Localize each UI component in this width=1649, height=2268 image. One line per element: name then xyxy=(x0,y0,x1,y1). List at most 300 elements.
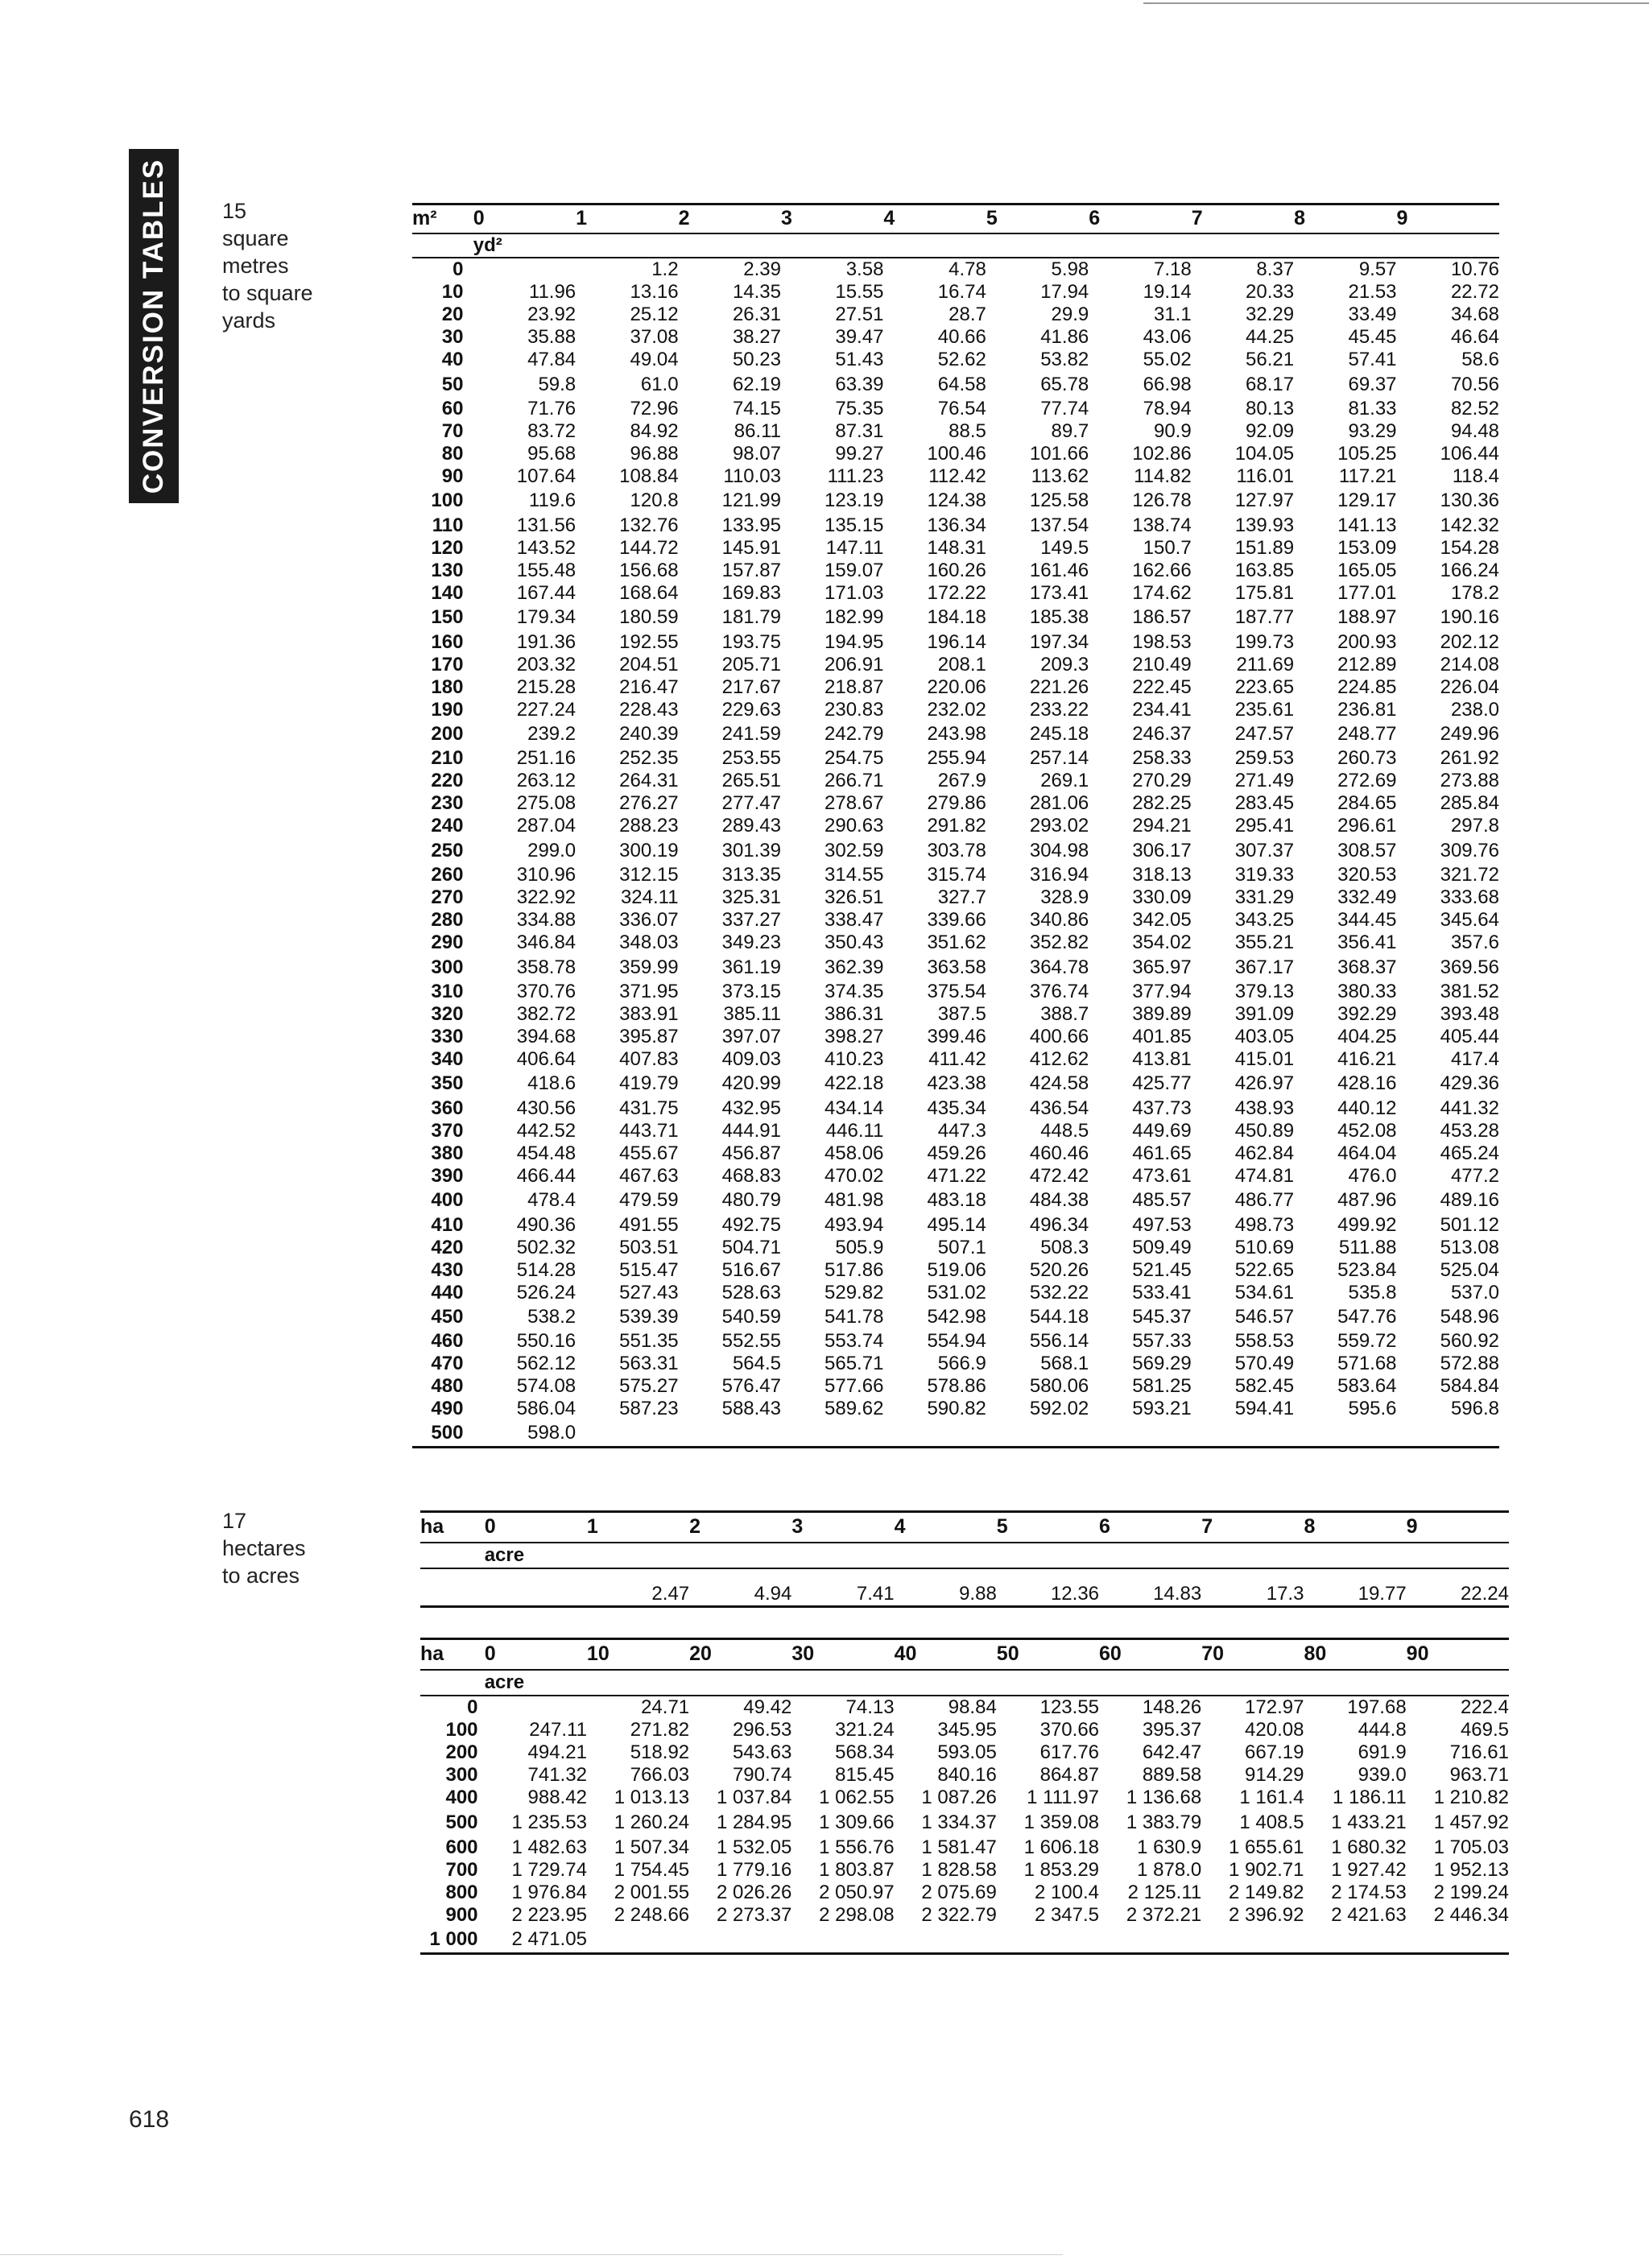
table-cell xyxy=(679,1420,781,1447)
table-cell: 365.97 xyxy=(1132,956,1192,978)
table-cell: 716.61 xyxy=(1449,1741,1509,1764)
table-cell: 279.86 xyxy=(927,792,986,815)
column-header: 8 xyxy=(1304,1512,1406,1543)
table-cell: 334.88 xyxy=(516,909,577,932)
table-cell: 462.84 xyxy=(1234,1142,1295,1164)
table-cell: 471.22 xyxy=(927,1164,986,1187)
header-spacer xyxy=(463,204,473,233)
row-spacer xyxy=(463,1214,473,1237)
row-spacer xyxy=(478,1927,485,1954)
table-cell: 61.0 xyxy=(640,373,679,395)
table-cell: 864.87 xyxy=(1039,1764,1100,1787)
table-row xyxy=(412,1353,1499,1375)
table-cell: 210.49 xyxy=(1132,653,1192,675)
row-spacer xyxy=(463,560,473,582)
table-row xyxy=(412,1282,1499,1304)
table-cell: 342.05 xyxy=(1132,909,1192,932)
table-cell: 209.3 xyxy=(1040,653,1089,675)
table-cell: 397.07 xyxy=(721,1026,781,1048)
table-cell: 1 779.16 xyxy=(716,1859,792,1882)
table-cell: 116.01 xyxy=(1236,465,1295,488)
table-cell: 2 298.08 xyxy=(819,1904,895,1927)
table-cell: 211.69 xyxy=(1236,653,1295,675)
table-row xyxy=(412,837,1499,864)
table-row xyxy=(412,1165,1499,1188)
table-cell: 545.37 xyxy=(1132,1306,1192,1328)
row-spacer xyxy=(463,582,473,605)
table-row xyxy=(412,258,1499,282)
column-header: 5 xyxy=(986,204,1089,233)
table-cell: 276.27 xyxy=(619,792,679,815)
row-spacer xyxy=(463,654,473,676)
table-cell: 44.25 xyxy=(1246,326,1295,349)
table-cell: 247.57 xyxy=(1234,723,1295,746)
table-row xyxy=(412,398,1499,420)
row-label: 60 xyxy=(441,398,464,420)
table-cell: 593.21 xyxy=(1132,1398,1192,1420)
table-cell: 321.24 xyxy=(835,1719,895,1741)
table-cell: 420.08 xyxy=(1245,1719,1304,1741)
table-cell: 395.87 xyxy=(619,1026,679,1048)
table-cell: 16.74 xyxy=(937,281,986,304)
table-cell: 485.57 xyxy=(1132,1189,1192,1212)
row-label: 1 000 xyxy=(420,1927,478,1954)
column-header: 7 xyxy=(1201,1512,1304,1543)
table-cell: 261.92 xyxy=(1440,747,1499,770)
row-spacer xyxy=(463,281,473,304)
table-cell: 348.03 xyxy=(619,932,679,954)
table-cell: 130.36 xyxy=(1440,490,1499,512)
table-cell: 321.72 xyxy=(1440,864,1499,886)
table-cell: 22.72 xyxy=(1450,281,1499,304)
table-cell: 2 372.21 xyxy=(1126,1904,1202,1927)
table-cell: 21.53 xyxy=(1348,281,1397,304)
table-cell xyxy=(587,1927,689,1954)
table-cell: 1 087.26 xyxy=(921,1787,997,1809)
table-cell: 161.46 xyxy=(1029,559,1089,581)
row-label: 220 xyxy=(431,770,464,792)
table-cell: 562.12 xyxy=(516,1353,577,1375)
table-cell: 473.61 xyxy=(1132,1164,1192,1187)
table-cell: 204.51 xyxy=(619,653,679,675)
table-cell: 197.68 xyxy=(1347,1696,1407,1718)
table-cell: 147.11 xyxy=(825,536,884,559)
table-cell: 741.32 xyxy=(527,1764,587,1787)
table-cell: 435.34 xyxy=(927,1097,986,1119)
table-row xyxy=(412,465,1499,488)
table-cell xyxy=(473,258,576,282)
table-cell: 528.63 xyxy=(721,1281,781,1303)
table-cell: 568.34 xyxy=(835,1741,895,1764)
table-cell: 1 186.11 xyxy=(1333,1787,1407,1809)
table-cell: 327.7 xyxy=(937,886,986,909)
table-cell: 137.54 xyxy=(1029,514,1089,536)
column-header: 0 xyxy=(485,1512,587,1543)
table-cell: 289.43 xyxy=(721,815,781,837)
table-cell: 175.81 xyxy=(1234,581,1295,604)
table-cell: 273.88 xyxy=(1440,770,1499,792)
row-spacer xyxy=(463,747,473,770)
table-cell: 411.42 xyxy=(928,1048,986,1071)
table-cell: 228.43 xyxy=(619,698,679,721)
table-cell: 217.67 xyxy=(721,675,781,698)
table-cell: 406.64 xyxy=(516,1048,577,1071)
row-spacer xyxy=(463,864,473,886)
table-cell: 509.49 xyxy=(1132,1236,1192,1258)
row-label xyxy=(420,1568,478,1607)
table-cell: 174.62 xyxy=(1132,581,1192,604)
table-cell: 14.83 xyxy=(1099,1568,1201,1607)
table-cell: 405.44 xyxy=(1440,1026,1499,1048)
table-cell: 345.64 xyxy=(1440,909,1499,932)
table-cell: 578.86 xyxy=(927,1375,986,1398)
row-label: 700 xyxy=(445,1859,478,1882)
table-cell: 236.81 xyxy=(1337,698,1397,721)
table-cell: 443.71 xyxy=(619,1119,679,1142)
table-cell: 577.66 xyxy=(824,1375,884,1398)
row-spacer xyxy=(463,1420,473,1447)
table-cell: 208.1 xyxy=(937,653,986,675)
table-cell: 446.11 xyxy=(825,1119,884,1142)
table-cell: 1 309.66 xyxy=(819,1812,895,1834)
table-cell xyxy=(1089,1420,1191,1447)
corner-unit-label: m² xyxy=(412,204,463,233)
table-cell: 404.25 xyxy=(1337,1026,1397,1048)
table-row xyxy=(412,654,1499,676)
table-row xyxy=(412,514,1499,537)
table-cell: 359.99 xyxy=(619,956,679,978)
table-cell xyxy=(1192,1420,1294,1447)
column-header: 40 xyxy=(895,1639,997,1670)
table-cell: 501.12 xyxy=(1440,1213,1499,1236)
table-cell: 477.2 xyxy=(1450,1164,1499,1187)
table-cell: 265.51 xyxy=(721,770,781,792)
table-cell: 104.05 xyxy=(1234,443,1295,465)
table-cell: 2 446.34 xyxy=(1433,1904,1509,1927)
row-spacer xyxy=(463,1259,473,1282)
table-cell: 444.91 xyxy=(721,1119,781,1142)
table-cell: 2 100.4 xyxy=(1034,1882,1100,1904)
row-label: 200 xyxy=(445,1741,478,1764)
table-cell: 533.41 xyxy=(1132,1281,1192,1303)
row-label: 0 xyxy=(453,258,464,280)
table-cell: 59.8 xyxy=(538,373,577,395)
row-label: 440 xyxy=(431,1281,464,1303)
row-label: 310 xyxy=(431,981,464,1003)
table-cell: 515.47 xyxy=(619,1258,679,1281)
table-cell: 2 149.82 xyxy=(1229,1882,1304,1904)
table-row xyxy=(412,1330,1499,1353)
table-cell: 166.24 xyxy=(1440,559,1499,581)
table-cell: 592.02 xyxy=(1029,1398,1089,1420)
table-cell: 426.97 xyxy=(1234,1072,1295,1095)
row-label: 900 xyxy=(445,1904,478,1927)
table-cell: 458.06 xyxy=(824,1142,884,1164)
row-spacer xyxy=(463,304,473,326)
table-cell: 339.66 xyxy=(927,909,986,932)
table-cell: 111.23 xyxy=(827,465,884,488)
row-label: 290 xyxy=(431,932,464,954)
column-header: 3 xyxy=(781,204,883,233)
column-header: 9 xyxy=(1397,204,1499,233)
table-cell: 595.6 xyxy=(1348,1398,1397,1420)
row-label: 240 xyxy=(431,815,464,837)
table-cell: 5.98 xyxy=(1051,258,1089,280)
table-cell: 338.47 xyxy=(824,909,884,932)
result-unit-label: acre xyxy=(485,1670,587,1696)
table-cell xyxy=(895,1927,997,1954)
row-label: 420 xyxy=(431,1236,464,1258)
table-cell: 40.66 xyxy=(937,326,986,349)
table-cell: 963.71 xyxy=(1449,1764,1509,1787)
table-cell: 370.66 xyxy=(1039,1719,1100,1741)
table-cell: 568.1 xyxy=(1040,1353,1089,1375)
table-cell: 37.08 xyxy=(630,326,679,349)
table-cell: 1 927.42 xyxy=(1331,1859,1407,1882)
table-cell: 88.5 xyxy=(948,420,986,443)
row-spacer xyxy=(463,605,473,631)
table-cell: 106.44 xyxy=(1440,443,1499,465)
table-cell: 93.29 xyxy=(1348,420,1397,443)
row-spacer xyxy=(463,1048,473,1071)
table-cell: 267.9 xyxy=(937,770,986,792)
row-spacer xyxy=(463,1188,473,1214)
table-cell: 2 125.11 xyxy=(1127,1882,1202,1904)
caption-line: to square xyxy=(222,281,313,305)
table-cell: 537.0 xyxy=(1450,1281,1499,1303)
table-cell: 1 260.24 xyxy=(614,1812,690,1834)
table-cell: 409.03 xyxy=(721,1048,781,1071)
table-cell: 124.38 xyxy=(927,490,986,512)
header-spacer xyxy=(478,1512,485,1543)
table-cell: 1 606.18 xyxy=(1023,1836,1100,1859)
column-header: 30 xyxy=(791,1639,894,1670)
table-cell: 363.58 xyxy=(927,956,986,978)
table-cell: 24.71 xyxy=(641,1696,690,1718)
table-cell: 35.88 xyxy=(527,326,577,349)
row-spacer xyxy=(463,699,473,721)
table-cell: 548.96 xyxy=(1440,1306,1499,1328)
table-cell: 162.66 xyxy=(1132,559,1192,581)
table-cell: 336.07 xyxy=(619,909,679,932)
table-cell: 284.65 xyxy=(1337,792,1397,815)
row-spacer xyxy=(478,1904,485,1927)
table-cell: 90.9 xyxy=(1153,420,1192,443)
table-cell: 94.48 xyxy=(1450,420,1499,443)
table-cell: 71.76 xyxy=(527,398,577,420)
section-tab xyxy=(129,149,179,503)
table-cell: 1 902.71 xyxy=(1229,1859,1304,1882)
row-label: 330 xyxy=(431,1026,464,1048)
table-cell: 413.81 xyxy=(1132,1048,1192,1071)
table-cell: 319.33 xyxy=(1234,864,1295,886)
table-row xyxy=(420,1882,1509,1904)
table-cell: 17.94 xyxy=(1040,281,1089,304)
column-header-row xyxy=(420,1512,1509,1543)
table-cell: 123.19 xyxy=(824,490,884,512)
table-cell: 415.01 xyxy=(1234,1048,1295,1071)
table-cell: 247.11 xyxy=(529,1719,587,1741)
table-cell: 570.49 xyxy=(1234,1353,1295,1375)
table-cell: 154.28 xyxy=(1440,536,1499,559)
table-cell: 344.45 xyxy=(1337,909,1397,932)
result-unit-label: acre xyxy=(485,1543,587,1568)
table-cell: 333.68 xyxy=(1440,886,1499,909)
table-cell: 182.99 xyxy=(824,606,884,629)
table-cell: 490.36 xyxy=(516,1213,577,1236)
row-label: 20 xyxy=(441,304,464,326)
table-cell: 667.19 xyxy=(1245,1741,1304,1764)
table-cell: 226.04 xyxy=(1440,675,1499,698)
table-cell: 77.74 xyxy=(1040,398,1089,420)
table-cell: 1 408.5 xyxy=(1239,1812,1304,1834)
table-cell: 301.39 xyxy=(721,839,781,861)
table-cell: 332.49 xyxy=(1337,886,1397,909)
table-cell: 65.78 xyxy=(1040,373,1089,395)
row-label: 70 xyxy=(441,420,464,443)
table-cell: 69.37 xyxy=(1348,373,1397,395)
table-cell: 46.64 xyxy=(1450,326,1499,349)
table-cell: 304.98 xyxy=(1029,839,1089,861)
table-cell: 495.14 xyxy=(927,1213,986,1236)
table-cell: 381.52 xyxy=(1440,981,1499,1003)
table-cell: 345.95 xyxy=(937,1719,997,1741)
table-cell: 188.97 xyxy=(1337,606,1397,629)
table-row xyxy=(412,631,1499,654)
table-cell: 766.03 xyxy=(630,1764,690,1787)
table-cell: 220.06 xyxy=(927,675,986,698)
table-cell: 2 199.24 xyxy=(1433,1882,1509,1904)
table-cell: 526.24 xyxy=(516,1281,577,1303)
table-cell xyxy=(883,1420,986,1447)
table-cell: 141.13 xyxy=(1337,514,1397,536)
table-cell: 56.21 xyxy=(1246,349,1295,371)
table-cell: 510.69 xyxy=(1234,1236,1295,1258)
table-cell: 1 136.68 xyxy=(1126,1787,1202,1809)
table-cell: 144.72 xyxy=(619,536,679,559)
column-header: 60 xyxy=(1099,1639,1201,1670)
table-cell: 275.08 xyxy=(516,792,577,815)
table-row xyxy=(412,886,1499,909)
table-cell: 1 433.21 xyxy=(1331,1812,1407,1834)
table-cell: 246.37 xyxy=(1132,723,1192,746)
table-cell: 566.9 xyxy=(937,1353,986,1375)
table-cell: 453.28 xyxy=(1440,1119,1499,1142)
table-cell: 529.82 xyxy=(824,1281,884,1303)
table-cell: 2 050.97 xyxy=(819,1882,895,1904)
table-cell: 367.17 xyxy=(1234,956,1295,978)
column-header: 0 xyxy=(473,204,576,233)
table-row xyxy=(420,1696,1509,1720)
table-cell: 264.31 xyxy=(619,770,679,792)
caption-line: hectares xyxy=(222,1536,306,1560)
table-cell: 1 235.53 xyxy=(511,1812,587,1834)
table-cell: 149.5 xyxy=(1040,536,1089,559)
row-label: 0 xyxy=(467,1696,478,1718)
row-spacer xyxy=(463,1304,473,1331)
table-row xyxy=(412,1375,1499,1398)
row-label: 300 xyxy=(431,956,464,978)
table-cell: 198.53 xyxy=(1132,630,1192,653)
table-cell: 383.91 xyxy=(619,1003,679,1026)
table-cell: 1 284.95 xyxy=(716,1812,792,1834)
table-cell: 386.31 xyxy=(824,1003,884,1026)
row-spacer xyxy=(463,258,473,282)
table-cell: 297.8 xyxy=(1450,815,1499,837)
table-cell: 112.42 xyxy=(928,465,986,488)
table-cell: 428.16 xyxy=(1337,1072,1397,1095)
table-cell: 1 383.79 xyxy=(1126,1812,1202,1834)
table-cell: 216.47 xyxy=(619,675,679,698)
table-row xyxy=(412,792,1499,815)
table-cell: 455.67 xyxy=(619,1142,679,1164)
table-cell: 441.32 xyxy=(1440,1097,1499,1119)
table-cell: 14.35 xyxy=(732,281,781,304)
row-label: 110 xyxy=(432,514,464,536)
table-cell: 535.8 xyxy=(1348,1281,1397,1303)
table-cell: 352.82 xyxy=(1029,932,1089,954)
table-cell: 380.33 xyxy=(1337,981,1397,1003)
table-cell: 369.56 xyxy=(1440,956,1499,978)
table-cell: 293.02 xyxy=(1029,815,1089,837)
table-cell: 507.1 xyxy=(937,1236,986,1258)
table-cell: 129.17 xyxy=(1337,490,1397,512)
table-row xyxy=(420,1836,1509,1859)
table-cell: 320.53 xyxy=(1337,864,1397,886)
table-cell: 442.52 xyxy=(516,1119,577,1142)
table-cell: 277.47 xyxy=(721,792,781,815)
table-cell: 202.12 xyxy=(1440,630,1499,653)
column-header: 9 xyxy=(1407,1512,1509,1543)
caption-line: 15 xyxy=(222,199,247,223)
table-cell: 589.62 xyxy=(824,1398,884,1420)
table-cell: 328.9 xyxy=(1040,886,1089,909)
table-cell: 551.35 xyxy=(619,1330,679,1353)
table-cell: 47.84 xyxy=(527,349,577,371)
table-cell xyxy=(997,1927,1099,1954)
table-cell: 287.04 xyxy=(516,815,577,837)
row-label: 360 xyxy=(431,1097,464,1119)
table-cell: 516.67 xyxy=(721,1258,781,1281)
table-cell: 349.23 xyxy=(721,932,781,954)
table-cell: 159.07 xyxy=(824,559,884,581)
table-cell: 68.17 xyxy=(1246,373,1295,395)
table-cell: 544.18 xyxy=(1029,1306,1089,1328)
table-cell: 260.73 xyxy=(1337,747,1397,770)
unit-row-spacer xyxy=(587,1670,1509,1696)
table-cell: 119.6 xyxy=(528,490,577,512)
row-label: 400 xyxy=(445,1787,478,1809)
table-cell: 184.18 xyxy=(927,606,986,629)
table-cell: 476.0 xyxy=(1348,1164,1397,1187)
caption-line: metres xyxy=(222,254,289,278)
table-cell: 2 396.92 xyxy=(1229,1904,1304,1927)
table-cell: 313.35 xyxy=(721,864,781,886)
table-cell: 114.82 xyxy=(1134,465,1192,488)
column-header: 90 xyxy=(1407,1639,1509,1670)
table-cell xyxy=(1099,1927,1201,1954)
table-cell: 538.2 xyxy=(527,1306,577,1328)
table-cell: 148.31 xyxy=(927,536,986,559)
table-cell: 2 223.95 xyxy=(511,1904,587,1927)
table-cell: 468.83 xyxy=(721,1164,781,1187)
column-header: 2 xyxy=(689,1512,791,1543)
table-cell: 296.61 xyxy=(1337,815,1397,837)
table-cell: 527.43 xyxy=(619,1281,679,1303)
table-cell: 1.2 xyxy=(651,258,679,280)
row-label: 80 xyxy=(441,443,464,465)
row-spacer xyxy=(463,954,473,981)
